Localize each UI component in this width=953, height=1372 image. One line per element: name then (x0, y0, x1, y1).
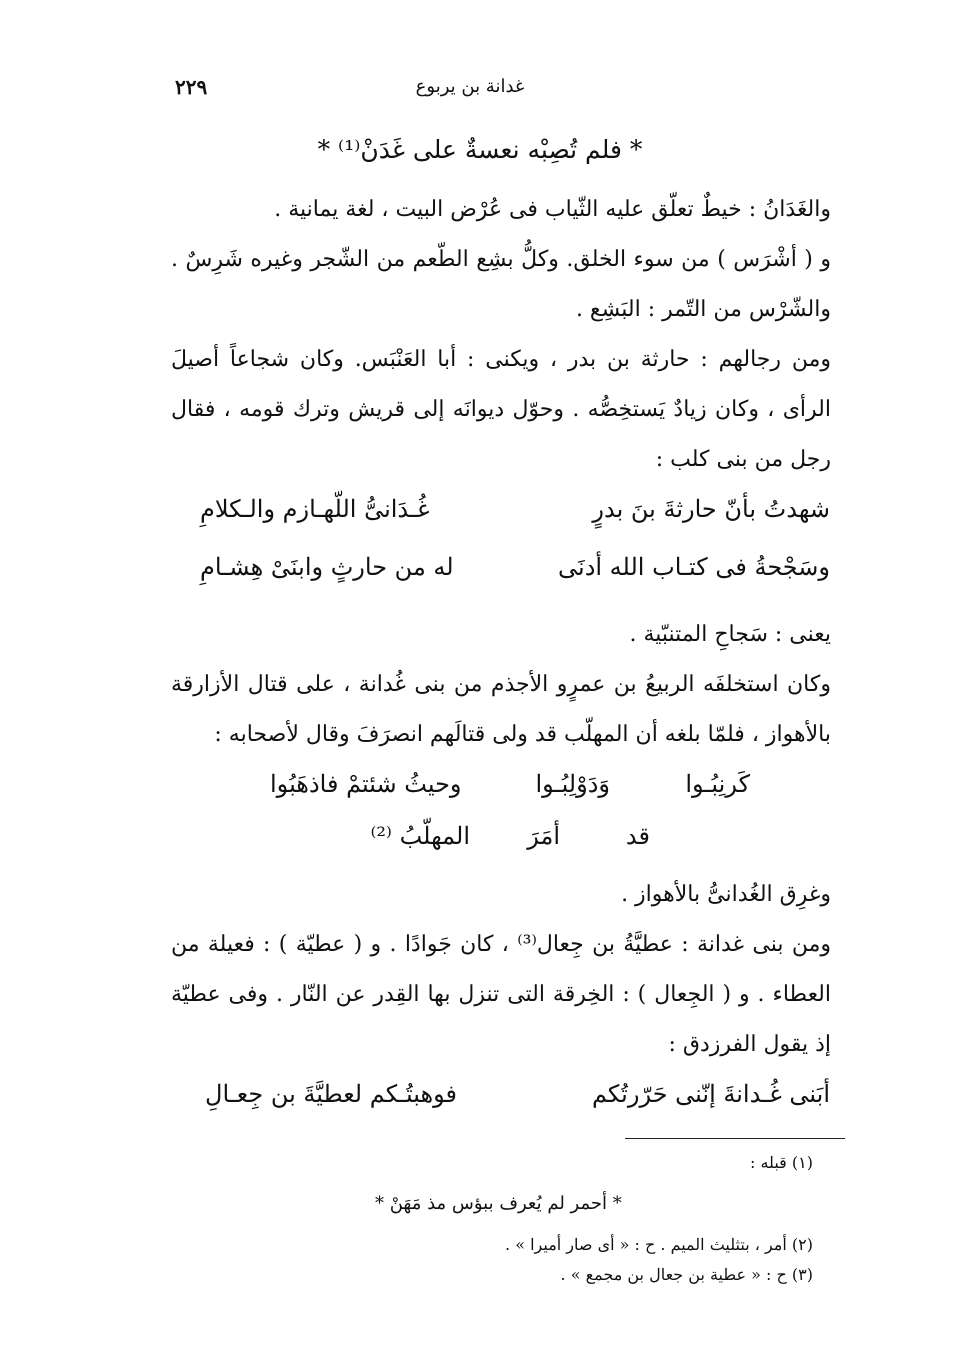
footnote-3: (٣) ح : « عطية بن جعال بن مجمع » . (560, 1265, 813, 1284)
hemistich: وحيثُ شئتمْ فاذهَبُوا (270, 770, 462, 798)
paragraph: يعنى : سَجاحِ المتنبّية . (629, 622, 831, 647)
poem-farazdaq (205, 1080, 830, 1130)
paragraph: ومن رجالهم : حارثة بن بدر ، ويكنى : أبا العَنْبَس. وكان شجاعاً أصيلَ الرأى ، وكان زيادٌ يَستخِصُّه . وحوّل ديوانَه إلى قريش وترك قومه ، فقال رجل من بنى كلب : (171, 347, 831, 472)
footnote-2: (٢) أمر ، بتثليث الميم . ح : « أى صار أميرا » . (505, 1235, 813, 1254)
hemistich: قد (625, 822, 650, 850)
paragraph: وكان استخلفَه الربيعُ بن عمرٍو الأجذم من بنى غُدانة ، على قتال الأزارقة بالأهواز ، فلمّا بلغه أن المهلّب قد ولى قتالَهم انصرَفَ وقال لأصحابه : (171, 672, 831, 747)
hemistich: أمَرَ (527, 822, 560, 850)
paragraph: والغَدَانُ : خيطٌ تعلّق عليه الثّياب فى عُرْض البيت ، لغة يمانية . (274, 197, 831, 222)
hemistich: غُـدَانىُّ اللّهـازم والـكلامِ (200, 495, 430, 523)
opening-verse: * فلم تُصِبْه نعسةٌ على غَدَنْ⁽¹⁾ * (317, 135, 643, 164)
footnote-1-verse: * أحمر لم يُعرف ببؤس مذ مَهَنْ * (375, 1193, 622, 1214)
poem-kalb (200, 495, 830, 615)
footnote-separator (625, 1138, 845, 1139)
running-header-title: غدانة بن يربوع (415, 76, 525, 97)
hemistich: وسَجْحةُ فى كتـاب الله أدنَى (558, 553, 830, 581)
hemistich: وَدَوْلِبُـوا (535, 770, 610, 798)
paragraph: و ( أشْرَس ) من سوء الخلق. وكلُّ بشِع الطّعم من الشّجر وغيره شَرِسٌ . والشّرْس من التّمر : البَشِع . (171, 247, 831, 322)
poem-rabi (270, 770, 750, 870)
paragraph: ومن بنى غدانة : عطيَّةُ بن جِعال⁽³⁾ ، كان جَوادًا . و ( عطيّة ) : فعيلة من العطاء . و ( الجِعال ) : الخِرقة التى تنزل بها القِدر عن النّار . وفى عطيّة إذ يقول الفرزدق : (171, 932, 831, 1057)
hemistich: المهلّبُ ⁽²⁾ (370, 822, 470, 850)
text-block-1 (171, 185, 831, 485)
hemistich: له من حارثٍ وابنَىْ هِشـامِ (200, 553, 454, 581)
text-block-2 (171, 610, 831, 760)
hemistich: شهدتُ بأنّ حارثةَ بنَ بدرٍ (592, 495, 830, 523)
paragraph: وغرِق الغُدانىُّ بالأهواز . (621, 882, 831, 907)
hemistich: فوهبتُـكم لعطيَّةَ بن جِعـالِ (205, 1080, 457, 1108)
footnote-1-label: (١) قبله : (750, 1153, 813, 1172)
page-number: ٢٢٩ (175, 75, 208, 99)
hemistich: كَرنِبُـوا (685, 770, 750, 798)
text-block-3 (171, 870, 831, 1070)
hemistich: أبَنى غُـدانةَ إنّنى حَرّرتُكم (591, 1080, 830, 1108)
